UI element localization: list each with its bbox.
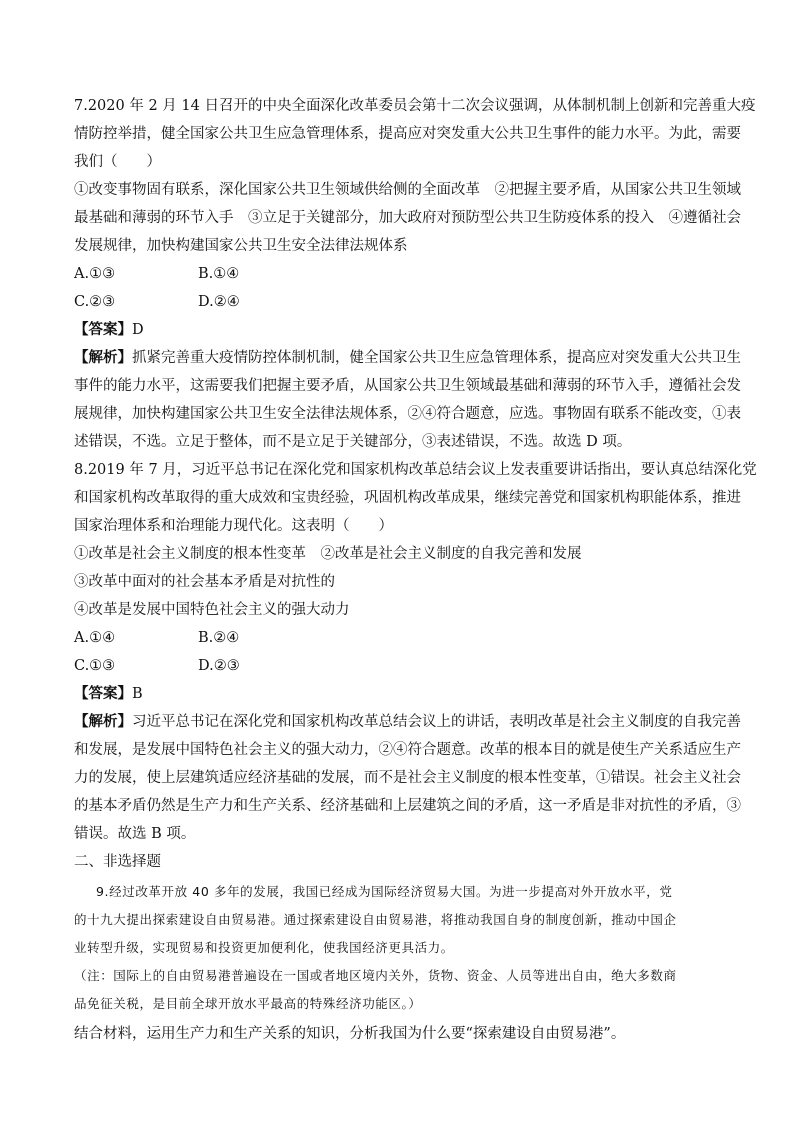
q8-analysis-line-3: 力的发展，使上层建筑适应经济基础的发展，而不是社会主义制度的根本性变革，①错误。社会主义社会 bbox=[74, 770, 741, 786]
q8-answer bbox=[74, 684, 724, 704]
q9-note-line-1: （注：国际上的自由贸易港普遍设在一国或者地区境内关外，货物、资金、人员等进出自由，绝大多数商 bbox=[74, 968, 677, 983]
analysis-label: 【解析】 bbox=[74, 713, 132, 730]
q7-option-d: D.②④ bbox=[198, 294, 240, 310]
answer-value: D bbox=[132, 322, 144, 338]
q7-option-a: A.①③ bbox=[74, 266, 116, 282]
answer-label: 【答案】 bbox=[74, 321, 132, 338]
q7-analysis-line-3: 展规律，加快构建国家公共卫生安全法律法规体系，②④符合题意，应选。事物固有联系不能改变，①表 bbox=[74, 406, 741, 422]
answer-label: 【答案】 bbox=[74, 685, 132, 702]
answer-value: B bbox=[132, 686, 143, 702]
q7-stem-line-1: 7.2020 年 2 月 14 日召开的中央全面深化改革委员会第十二次会议强调，从体制机制上创新和完善重大疫 bbox=[74, 98, 756, 114]
q8-analysis-line-2: 和发展，是发展中国特色社会主义的强大动力，②④符合题意。改革的根本目的就是使生产关系适应生产 bbox=[74, 742, 741, 758]
q7-option-b: B.①④ bbox=[198, 266, 240, 282]
q8-analysis-line-1 bbox=[74, 712, 741, 732]
q9-material-line-2: 的十九大提出探索建设自由贸易港。通过探索建设自由贸易港，将推动我国自身的制度创新，推动中国企 bbox=[74, 912, 677, 927]
q7-item-line-2: 最基础和薄弱的环节入手 ③立足于关键部分，加大政府对预防型公共卫生防疫体系的投入 ④遵循社会 bbox=[74, 210, 741, 226]
q7-analysis-line-2: 事件的能力水平，这需要我们把握主要矛盾，从国家公共卫生领域最基础和薄弱的环节入手，遵循社会发 bbox=[74, 378, 741, 394]
q7-analysis-line-4: 述错误，不选。立足于整体，而不是立足于关键部分，③表述错误，不选。故选 D 项。 bbox=[74, 434, 632, 450]
analysis-text: 习近平总书记在深化党和国家机构改革总结会议上的讲话，表明改革是社会主义制度的自我完善 bbox=[132, 714, 741, 730]
q8-option-d: D.②③ bbox=[198, 658, 240, 674]
q9-material-line-3: 业转型升级，实现贸易和投资更加便利化，使我国经济更具活力。 bbox=[74, 940, 454, 955]
q7-item-line-1: ①改变事物固有联系，深化国家公共卫生领域供给侧的全面改革 ②把握主要矛盾，从国家公共卫生领域 bbox=[74, 182, 741, 198]
q7-analysis-line-1 bbox=[74, 348, 741, 368]
q9-material-line-1: 9.经过改革开放 40 多年的发展，我国已经成为国际经济贸易大国。为进一步提高对外开放水平，党 bbox=[96, 884, 673, 899]
q9-question: 结合材料，运用生产力和生产关系的知识，分析我国为什么要“探索建设自由贸易港”。 bbox=[74, 1026, 626, 1042]
q8-analysis-line-5: 错误。故选 B 项。 bbox=[74, 826, 196, 842]
q7-option-c: C.②③ bbox=[74, 294, 116, 310]
q8-item-line-2: ③改革中面对的社会基本矛盾是对抗性的 bbox=[74, 574, 335, 590]
q9-note-line-2: 品免征关税，是目前全球开放水平最高的特殊经济功能区。） bbox=[74, 996, 422, 1011]
analysis-label: 【解析】 bbox=[74, 349, 132, 366]
q7-answer bbox=[74, 320, 724, 340]
q8-stem-line-2: 和国家机构改革取得的重大成效和宝贵经验，巩固机构改革成果，继续完善党和国家机构职能体系，推进 bbox=[74, 490, 741, 506]
q8-option-c: C.①③ bbox=[74, 658, 116, 674]
q8-option-b: B.②④ bbox=[198, 630, 240, 646]
section-heading: 二、非选择题 bbox=[74, 854, 161, 870]
q8-stem-line-3: 国家治理体系和治理能力现代化。这表明（ ） bbox=[74, 518, 393, 534]
q8-analysis-line-4: 的基本矛盾仍然是生产力和生产关系、经济基础和上层建筑之间的矛盾，这一矛盾是非对抗性的矛盾，③ bbox=[74, 798, 741, 814]
q7-stem-line-2: 情防控举措，健全国家公共卫生应急管理体系，提高应对突发重大公共卫生事件的能力水平。为此，需要 bbox=[74, 126, 741, 142]
q8-stem-line-1: 8.2019 年 7 月，习近平总书记在深化党和国家机构改革总结会议上发表重要讲话指出，要认真总结深化党 bbox=[74, 462, 757, 478]
analysis-text: 抓紧完善重大疫情防控体制机制，健全国家公共卫生应急管理体系，提高应对突发重大公共卫生 bbox=[132, 350, 741, 366]
q7-item-line-3: 发展规律，加快构建国家公共卫生安全法律法规体系 bbox=[74, 238, 408, 254]
q8-item-line-3: ④改革是发展中国特色社会主义的强大动力 bbox=[74, 602, 350, 618]
q7-stem-line-3: 我们（ ） bbox=[74, 154, 161, 170]
q8-option-a: A.①④ bbox=[74, 630, 116, 646]
q8-item-line-1: ①改革是社会主义制度的根本性变革 ②改革是社会主义制度的自我完善和发展 bbox=[74, 546, 582, 562]
